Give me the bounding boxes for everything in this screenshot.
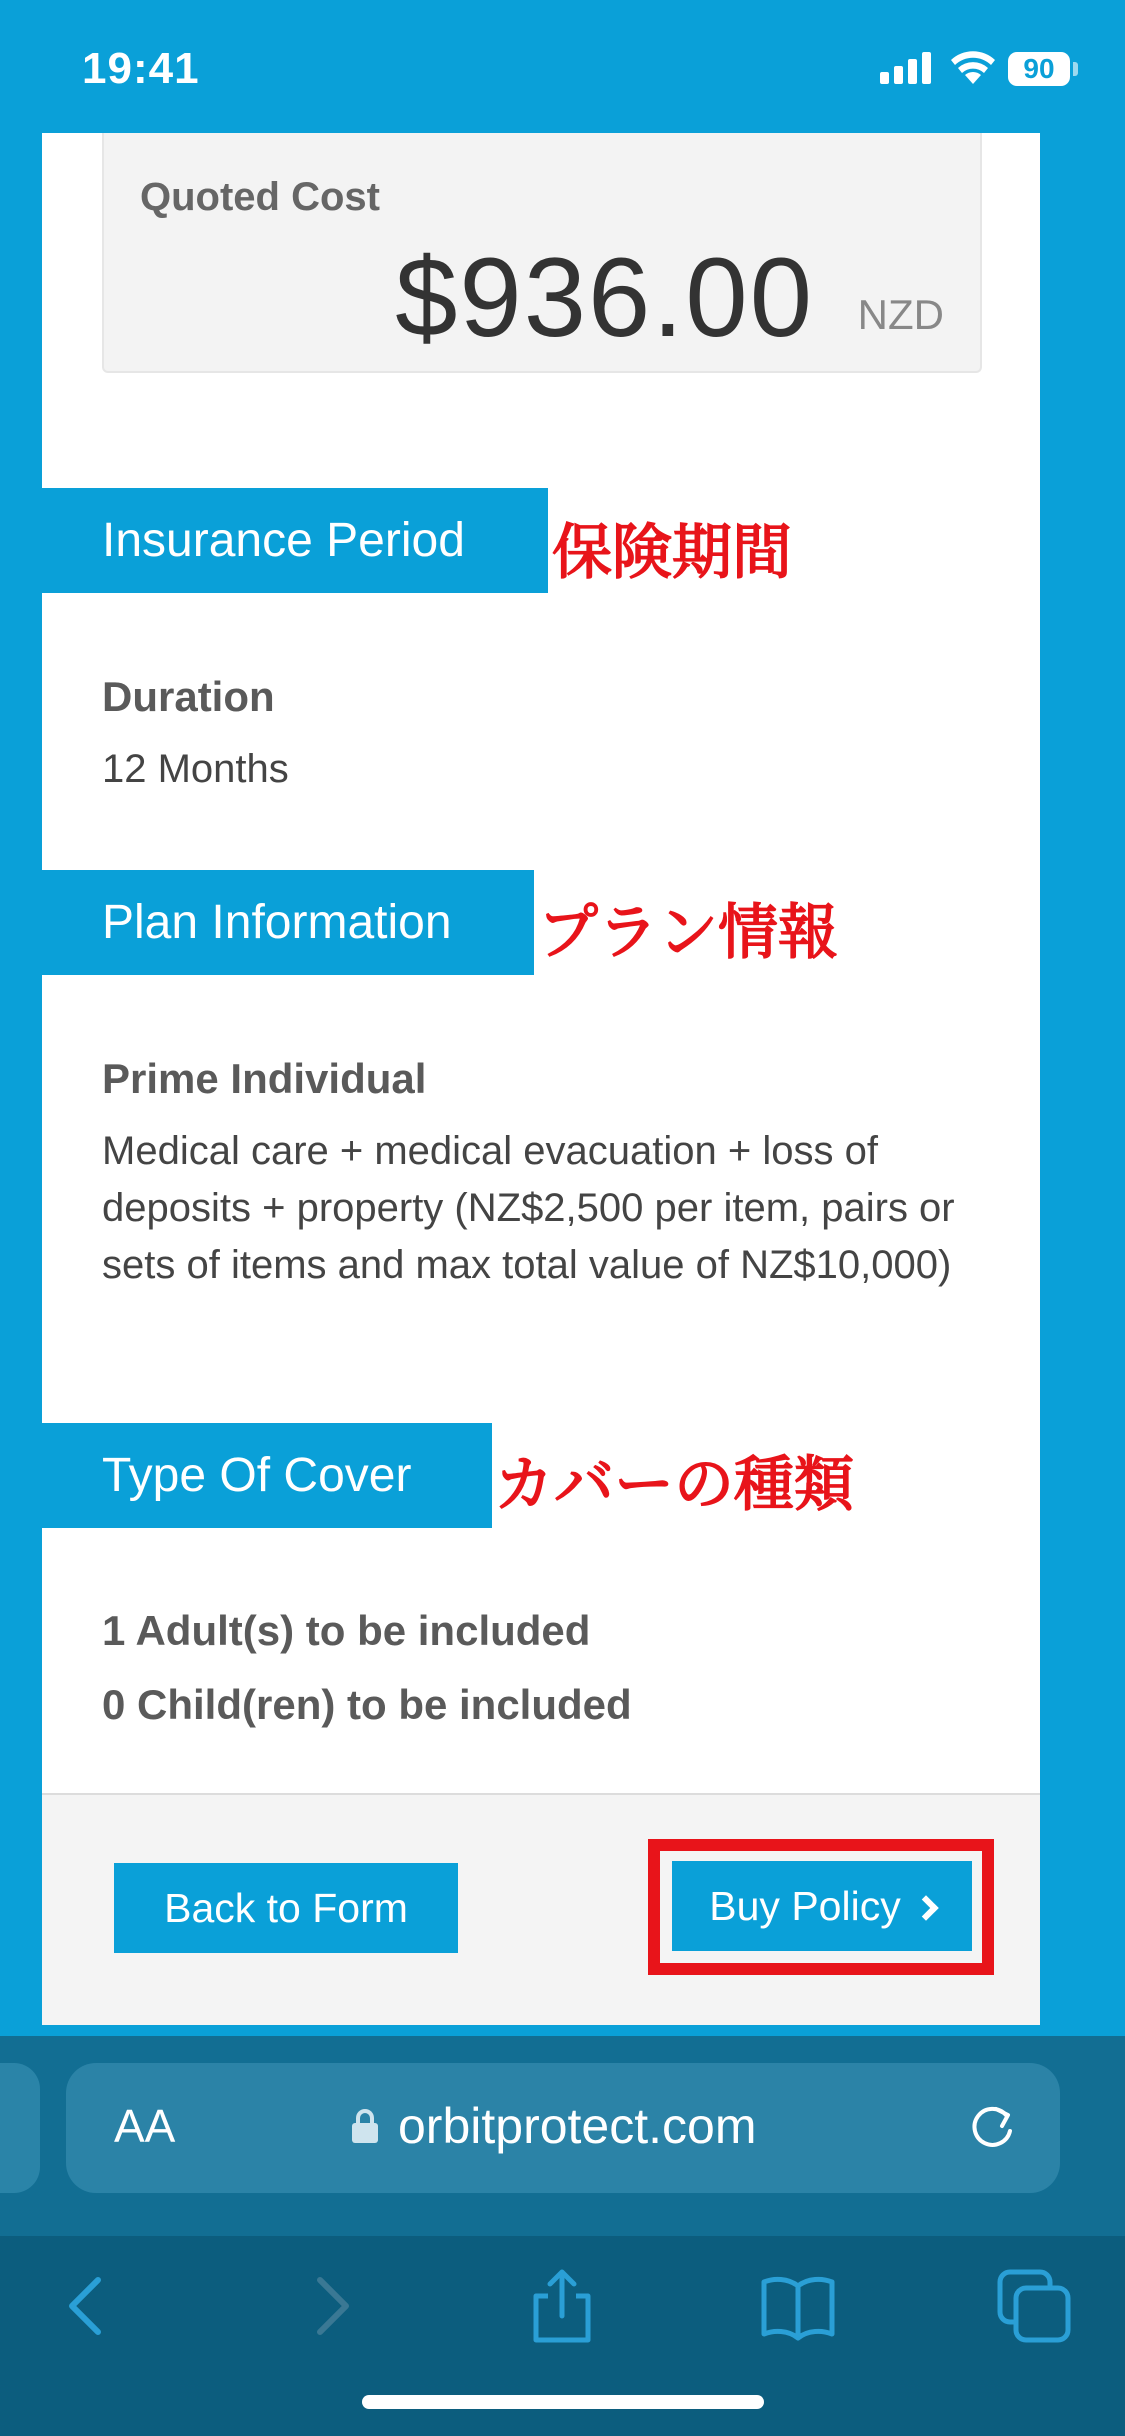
children-count: 0 Child(ren) to be included: [102, 1681, 632, 1728]
buy-policy-button[interactable]: [672, 1861, 972, 1951]
plan-information-annotation: プラン情報: [538, 898, 838, 968]
plan-title: Prime Individual: [102, 1055, 427, 1102]
quote-box: [102, 133, 982, 373]
home-indicator: [362, 2395, 764, 2409]
form-footer: [42, 1793, 1040, 2025]
chevron-right-icon: [913, 1895, 938, 1920]
quote-label: Quoted Cost: [140, 175, 380, 219]
wifi-icon: [950, 48, 996, 86]
tabs-icon[interactable]: [994, 2266, 1074, 2346]
reader-settings-button[interactable]: [114, 2099, 175, 2153]
url-text[interactable]: orbitprotect.com: [398, 2098, 757, 2154]
bookmarks-icon[interactable]: [758, 2266, 838, 2346]
back-to-form-button[interactable]: [114, 1863, 458, 1953]
plan-description: Medical care + medical evacuation + loss of deposits + property (NZ$2,500 per item, pairs or sets of items and max total value of NZ$10,000): [102, 1129, 955, 1287]
insurance-period-header: Insurance Period: [42, 488, 548, 593]
duration-title: Duration: [102, 673, 275, 720]
aa-label: AA: [114, 2100, 176, 2152]
quote-currency: NZD: [857, 291, 944, 338]
adults-count: 1 Adult(s) to be included: [102, 1607, 591, 1654]
browser-chrome: [0, 2036, 1125, 2436]
browser-toolbar: [0, 2236, 1125, 2376]
signal-icon: [880, 52, 934, 84]
insurance-period-annotation: 保険期間: [552, 518, 792, 588]
reload-icon[interactable]: [966, 2101, 1018, 2153]
previous-tab-preview[interactable]: [0, 2063, 40, 2193]
status-time: 19:41: [82, 44, 200, 93]
address-bar[interactable]: [66, 2063, 1060, 2193]
battery-tip: [1073, 62, 1078, 76]
page-content: [42, 133, 1040, 2025]
share-icon[interactable]: [522, 2266, 602, 2346]
plan-information-header: Plan Information: [42, 870, 534, 975]
buy-policy-label: Buy Policy: [709, 1883, 901, 1929]
type-of-cover-annotation: カバーの種類: [494, 1450, 854, 1520]
back-to-form-label: Back to Form: [164, 1885, 408, 1931]
type-of-cover-header: Type Of Cover: [42, 1423, 492, 1528]
battery-icon: 90: [1008, 52, 1070, 86]
forward-arrow-icon[interactable]: [290, 2266, 370, 2346]
status-bar: [0, 0, 1125, 135]
lock-icon: [352, 2109, 378, 2143]
back-arrow-icon[interactable]: [48, 2266, 128, 2346]
browser-address-area: [0, 2036, 1125, 2236]
duration-value: 12 Months: [102, 747, 289, 791]
quote-amount: $936.00: [395, 235, 814, 360]
